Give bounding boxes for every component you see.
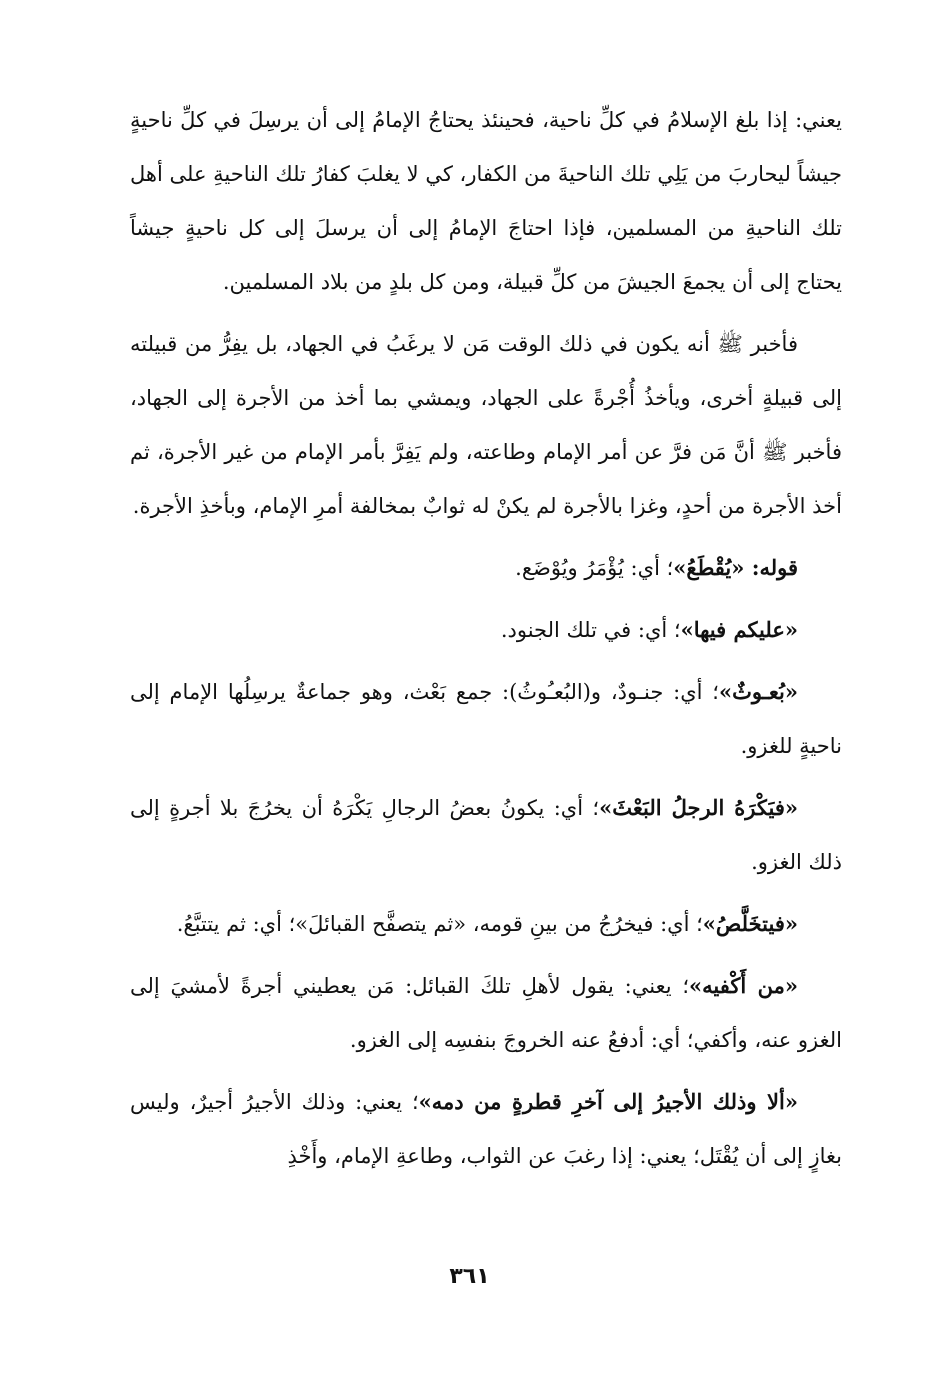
gloss-explanation: ؛ أي: يُؤْمَرُ ويُوْضَع.: [515, 556, 674, 580]
gloss-yuqta: [130, 541, 842, 595]
gloss-term: «يُقْطَعُ»: [673, 555, 745, 580]
paragraph-2: فأخبر ﷺ أنه يكون في ذلك الوقت مَن لا يرغَبُ في الجهاد، بل يفِرُّ من قبيلته إلى قبيلةٍ أخرى، ويأخذُ أُجْرةً على الجهاد، ويمشي بما أخذ من الأجرة إلى الجهاد، فأخبر ﷺ أنَّ مَن فرَّ عن أمر الإمام وطاعته، ولم يَفِرَّ بأمر الإمام من غير الأجرة، ثم أخذ الأجرة من أحدٍ، وغزا بالأجرة لم يكنْ له ثوابٌ بمخالفة أمرِ الإمام، وبأخذِ الأجرة.: [130, 332, 842, 518]
page-body-text: [130, 93, 842, 1183]
gloss-term: «ألا وذلك الأجيرُ إلى آخرِ قطرةٍ من دمه»: [418, 1089, 798, 1114]
gloss-yakrahu: [130, 781, 842, 889]
gloss-explanation: ؛ أي: يكونُ بعضُ الرجالِ يَكْرَهُ أن يخرُجَ بلا أجرةٍ إلى ذلك الغزو.: [130, 796, 842, 874]
gloss-term: «من أَكْفيه»: [689, 973, 798, 998]
gloss-term: «فيتخَلَّصُ»: [702, 911, 798, 936]
paragraph-1: يعني: إذا بلغ الإسلامُ في كلِّ ناحية، فحينئذ يحتاجُ الإمامُ إلى أن يرسِلَ في كلِّ ناحيةٍ جيشاً ليحاربَ من يَلِي تلك الناحيةَ من الكفار، كي لا يغلبَ كفارُ تلك الناحيةِ على أهل تلك الناحيةِ من المسلمين، فإذا احتاجَ الإمامُ إلى أن يرسلَ إلى كل ناحيةٍ جيشاً يحتاج إلى أن يجمعَ الجيشَ من كلِّ قبيلة، ومن كل بلدٍ من بلاد المسلمين.: [130, 108, 842, 294]
gloss-buuth: [130, 665, 842, 773]
gloss-term: «عليكم فيها»: [680, 617, 798, 642]
page-number: ٣٦١: [449, 1264, 490, 1289]
gloss-prefix: قوله:: [744, 555, 798, 580]
gloss-explanation: ؛ أي: في تلك الجنود.: [500, 618, 681, 642]
gloss-term: «فيَكْرَهُ الرجلُ البَعْثَ»: [599, 795, 798, 820]
gloss-yatakhallas: [130, 897, 842, 951]
gloss-explanation: ؛ أي: فيخرُجُ من بينِ قومه، «ثم يتصفَّح القبائلَ»؛ أي: ثم يتتبَّعُ.: [176, 912, 703, 936]
gloss-akfihi: [130, 959, 842, 1067]
gloss-alaykum-fiha: [130, 603, 842, 657]
gloss-explanation: ؛ يعني: يقول لأهلِ تلكَ القبائل: مَن يعطيني أجرةً لأمشيَ إلى الغزو عنه، وأكفي؛ أي: أدفعُ عنه الخروجَ بنفسِه إلى الغزو.: [130, 974, 842, 1052]
gloss-term: «بُعـوثٌ»: [719, 679, 798, 704]
gloss-explanation: ؛ أي: جنـودٌ، و(البُعـُوثُ): جمع بَعْث، وهو جماعةٌ يرسِلُها الإمام إلى ناحيةٍ للغزو.: [130, 680, 842, 758]
gloss-al-ajir: [130, 1075, 842, 1183]
gloss-explanation: ؛ يعني: وذلك الأجيرُ أجيرٌ، وليس بغازٍ إلى أن يُقْتَل؛ يعني: إذا رغبَ عن الثواب، وطاعةِ الإمام، وأَخْذِ: [130, 1090, 842, 1168]
